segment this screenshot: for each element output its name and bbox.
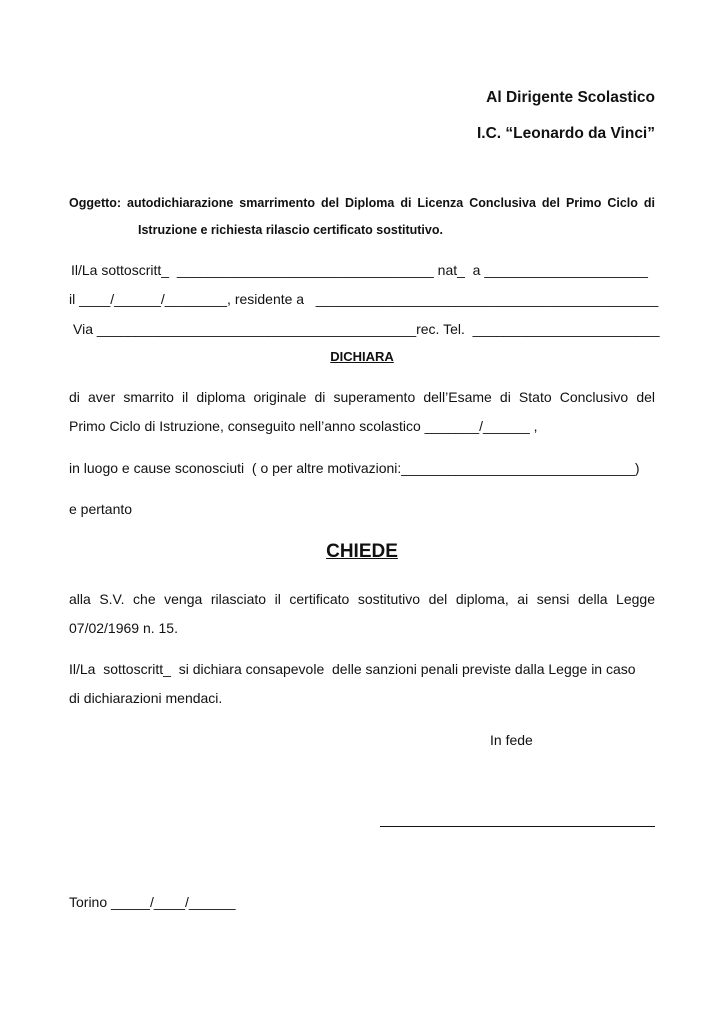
recipient-line-2: I.C. “Leonardo da Vinci”: [477, 125, 655, 142]
recipient-line-1: Al Dirigente Scolastico: [486, 89, 655, 106]
form-line-name: Il/La sottoscritt_ _________________________________ nat_ a _____________________: [71, 262, 648, 278]
subject-line-2: Istruzione e richiesta rilascio certificato sostitutivo.: [138, 223, 443, 237]
dichiara-heading: DICHIARA: [330, 349, 394, 364]
dichiara-paragraph-line-1: di aver smarrito il diploma originale di superamento dell’Esame di Stato Conclusivo del: [69, 389, 655, 405]
chiede-heading: CHIEDE: [326, 541, 398, 562]
subject-line-1: Oggetto: autodichiarazione smarrimento del Diploma di Licenza Conclusiva del Primo Ciclo di: [69, 196, 655, 210]
in-fede-label: In fede: [490, 732, 533, 748]
place-date-line: Torino _____/____/______: [69, 894, 236, 910]
form-line-address: Via _________________________________________rec. Tel. ________________________: [73, 321, 660, 337]
chiede-paragraph-line-2: 07/02/1969 n. 15.: [69, 620, 178, 636]
chiede-declaration-line-1: Il/La sottoscritt_ si dichiara consapevole delle sanzioni penali previste dalla Legge in caso: [69, 661, 636, 677]
dichiara-paragraph-line-2: Primo Ciclo di Istruzione, conseguito nell’anno scolastico _______/______ ,: [69, 418, 538, 434]
dichiara-pertanto: e pertanto: [69, 501, 133, 517]
signature-line: [380, 826, 655, 827]
dichiara-motivation-line: in luogo e cause sconosciuti ( o per altre motivazioni:______________________________): [69, 460, 640, 476]
chiede-paragraph-line-1: alla S.V. che venga rilasciato il certificato sostitutivo del diploma, ai sensi della Legge: [69, 591, 655, 607]
form-line-birth: il ____/______/________, residente a ____________________________________________: [69, 291, 659, 307]
chiede-declaration-line-2: di dichiarazioni mendaci.: [69, 690, 223, 706]
